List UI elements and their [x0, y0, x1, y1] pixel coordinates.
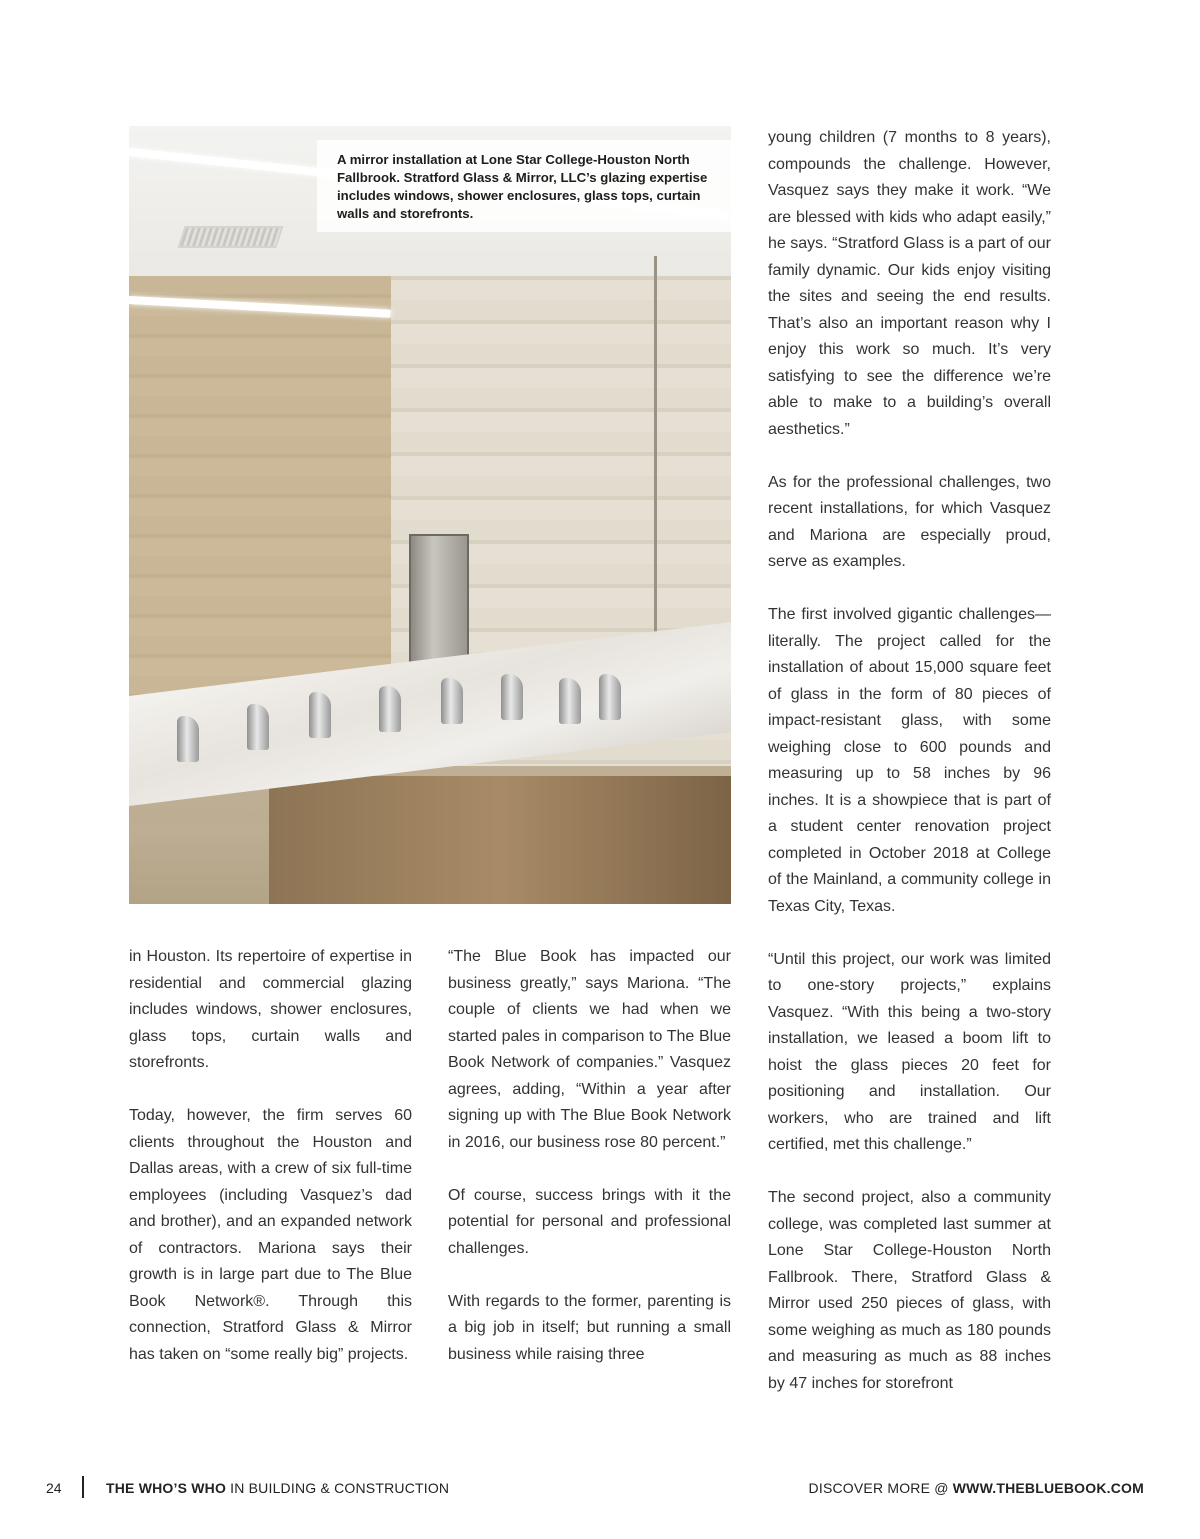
photo-caption: A mirror installation at Lone Star College-Houston North Fallbrook. Stratford Glass & Mirror, LLC’s glazing expertise includes windows, shower enclosures, glass tops, curtain walls and storefronts. [317, 140, 731, 232]
paragraph: in Houston. Its repertoire of expertise in residential and commercial glazing includes windows, shower enclosures, glass tops, curtain walls and storefronts. [129, 948, 412, 1071]
paragraph: Today, however, the firm serves 60 clients throughout the Houston and Dallas areas, with a crew of six full-time employees (including Vasquez’s dad and brother), and an expanded network of contractors. Mariona says their growth is in large part due to The Blue Book Network®. Through this connection, Stratford Glass & Mirror has taken on “some really big” projects. [129, 1107, 412, 1363]
photo-faucet [599, 674, 621, 720]
paragraph: young children (7 months to 8 years), compounds the challenge. However, Vasquez says they make it work. “We are blessed with kids who adapt easily,” he says. “Stratford Glass is a part of our family dynamic. Our kids enjoy visiting the sites and seeing the end results. That’s also an important reason why I enjoy this work so much. It’s very satisfying to see the difference we’re able to make to a building’s overall aesthetics.” [768, 129, 1051, 438]
paragraph: The second project, also a community college, was completed last summer at Lone Star College-Houston North Fallbrook. There, Stratford Glass & Mirror used 250 pieces of glass, with some weighing as much as 180 pounds and measuring as much as 88 inches by 47 inches for storefront [768, 1189, 1051, 1392]
text-column-3 [768, 125, 1051, 1397]
text-column-1 [129, 944, 412, 1368]
paragraph: “Until this project, our work was limited to one-story projects,” explains Vasquez. “With this being a two-story installation, we leased a boom lift to hoist the glass pieces 20 feet for positioning and installation. Our workers, who are trained and lift certified, met this challenge.” [768, 950, 1051, 1153]
publication-title-bold: THE WHO’S WHO [106, 1480, 227, 1496]
text-column-2 [448, 944, 731, 1368]
photo-faucet [441, 678, 463, 724]
photo-faucet [309, 692, 331, 738]
mirror-installation-photo [129, 126, 731, 904]
footer-divider [82, 1476, 84, 1498]
page-footer [0, 1474, 1200, 1504]
paragraph: As for the professional challenges, two recent installations, for which Vasquez and Mariona are especially proud, serve as examples. [768, 473, 1051, 570]
paragraph: With regards to the former, parenting is a big job in itself; but running a small business while raising three [448, 1292, 731, 1363]
page-number: 24 [46, 1480, 62, 1496]
photo-faucet [559, 678, 581, 724]
discover-label: DISCOVER MORE @ [808, 1480, 953, 1496]
discover-more [809, 1480, 1144, 1496]
photo-faucet [247, 704, 269, 750]
website-link[interactable]: WWW.THEBLUEBOOK.COM [952, 1480, 1144, 1496]
photo-mirror-edge [654, 256, 657, 696]
photo-faucet [379, 686, 401, 732]
paragraph: “The Blue Book has impacted our business greatly,” says Mariona. “The couple of clients we had when we started pales in comparison to The Blue Book Network of companies.” Vasquez agrees, adding, “Within a year after signing up with The Blue Book Network in 2016, our business rose 80 percent.” [448, 948, 731, 1151]
publication-title [106, 1480, 449, 1496]
paragraph: Of course, success brings with it the potential for personal and professional challenges. [448, 1186, 731, 1257]
publication-title-rest: IN BUILDING & CONSTRUCTION [226, 1480, 450, 1496]
photo-cabinet [269, 776, 731, 904]
photo-faucet [177, 716, 199, 762]
paragraph: The first involved gigantic challenges—literally. The project called for the installation of about 15,000 square feet of glass in the form of 80 pieces of impact-resistant glass, with some weighing close to 600 pounds and measuring up to 58 inches by 96 inches. It is a showpiece that is part of a student center renovation project completed in October 2018 at College of the Mainland, a community college in Texas City, Texas. [768, 606, 1051, 915]
photo-faucet [501, 674, 523, 720]
photo-ceiling-vent [177, 226, 283, 248]
